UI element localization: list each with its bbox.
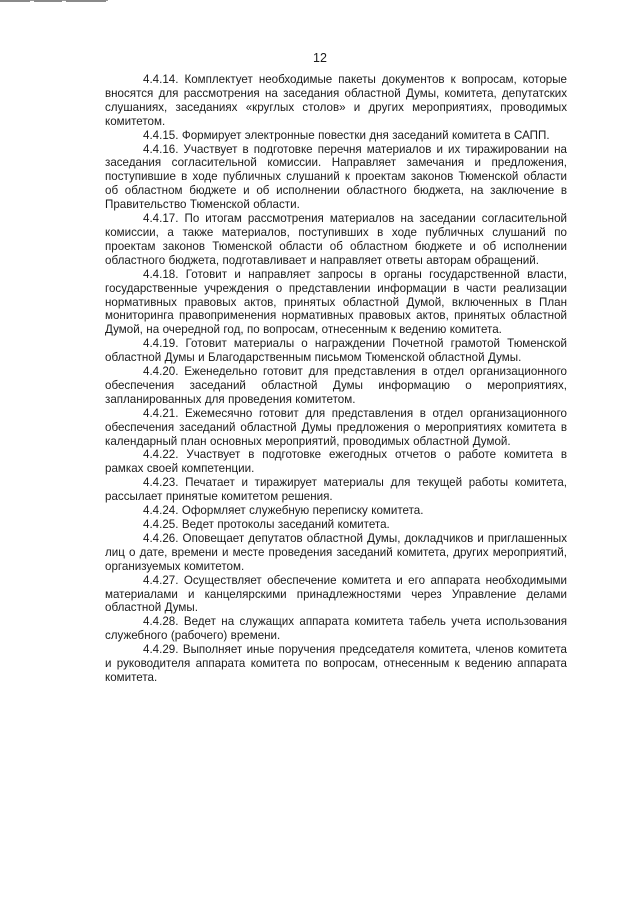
paragraph-4-4-27: 4.4.27. Осуществляет обеспечение комитета и его аппарата необходимыми материалами и канцелярскими принадлежностями через Управление делами областной Думы.	[105, 573, 567, 615]
paragraph-4-4-24: 4.4.24. Оформляет служебную переписку комитета.	[143, 504, 424, 518]
paragraph-4-4-16: 4.4.16. Участвует в подготовке перечня материалов и их тиражировании на заседания согласительной комиссии. Направляет замечания и предложения, поступившие в ходе публичных слушаний к проектам законов Тюменской области об областном бюджете и об исполнении областного бюджета, на заключение в Правительство Тюменской области.	[105, 142, 567, 212]
paragraph-4-4-20: 4.4.20. Еженедельно готовит для представления в отдел организационного обеспечения заседаний областной Думы информацию о мероприятиях, запланированных для проведения комитетом.	[105, 365, 567, 406]
paragraph-4-4-21: 4.4.21. Ежемесячно готовит для представления в отдел организационного обеспечения заседаний областной Думы предложения о мероприятиях комитета в календарный план основных мероприятий, проводимых областной Думой.	[105, 406, 567, 448]
paragraph-4-4-19: 4.4.19. Готовит материалы о награждении Почетной грамотой Тюменской областной Думы и Благодарственным письмом Тюменской областной Думы.	[105, 337, 567, 365]
paragraph-4-4-17: 4.4.17. По итогам рассмотрения материалов на заседании согласительной комиссии, а также материалов, поступивших в ходе публичных слушаний по проектам законов Тюменской области об областном бюджете и об исполнении областного бюджета, подготавливает и направляет ответы авторам обращений.	[105, 212, 567, 267]
page-number: 12	[313, 51, 327, 65]
paragraph-4-4-15: 4.4.15. Формирует электронные повестки дня заседаний комитета в САПП.	[143, 128, 550, 142]
paragraph-4-4-29: 4.4.29. Выполняет иные поручения председателя комитета, членов комитета и руководителя аппарата комитета по вопросам, отнесенным к ведению аппарата комитета.	[105, 643, 567, 684]
paragraph-4-4-28: 4.4.28. Ведет на служащих аппарата комитета табель учета использования служебного (рабочего) времени.	[105, 615, 567, 643]
paragraph-4-4-26: 4.4.26. Оповещает депутатов областной Думы, докладчиков и приглашенных лиц о дате, времени и месте проведения заседаний комитета, других мероприятий, организуемых комитетом.	[105, 531, 567, 573]
scan-edge-mark	[0, 0, 108, 4]
paragraph-4-4-14: 4.4.14. Комплектует необходимые пакеты документов к вопросам, которые вносятся для рассмотрения на заседания областной Думы, комитета, депутатских слушаниях, заседаниях «круглых столов» и других мероприятиях, проводимых комитетом.	[105, 73, 567, 128]
paragraph-4-4-23: 4.4.23. Печатает и тиражирует материалы для текущей работы комитета, рассылает принятые комитетом решения.	[105, 476, 567, 504]
paragraph-4-4-18: 4.4.18. Готовит и направляет запросы в органы государственной власти, государственные учреждения о представлении информации в части реализации нормативных правовых актов, принятых областной Думой, включенных в План мониторинга правоприменения нормативных правовых актов, принятых областной Думой, на очередной год, по вопросам, отнесенным к ведению комитета.	[105, 267, 567, 337]
paragraph-4-4-22: 4.4.22. Участвует в подготовке ежегодных отчетов о работе комитета в рамках своей компетенции.	[105, 448, 567, 476]
paragraph-4-4-25: 4.4.25. Ведет протоколы заседаний комитета.	[143, 518, 390, 531]
document-body	[105, 73, 567, 685]
